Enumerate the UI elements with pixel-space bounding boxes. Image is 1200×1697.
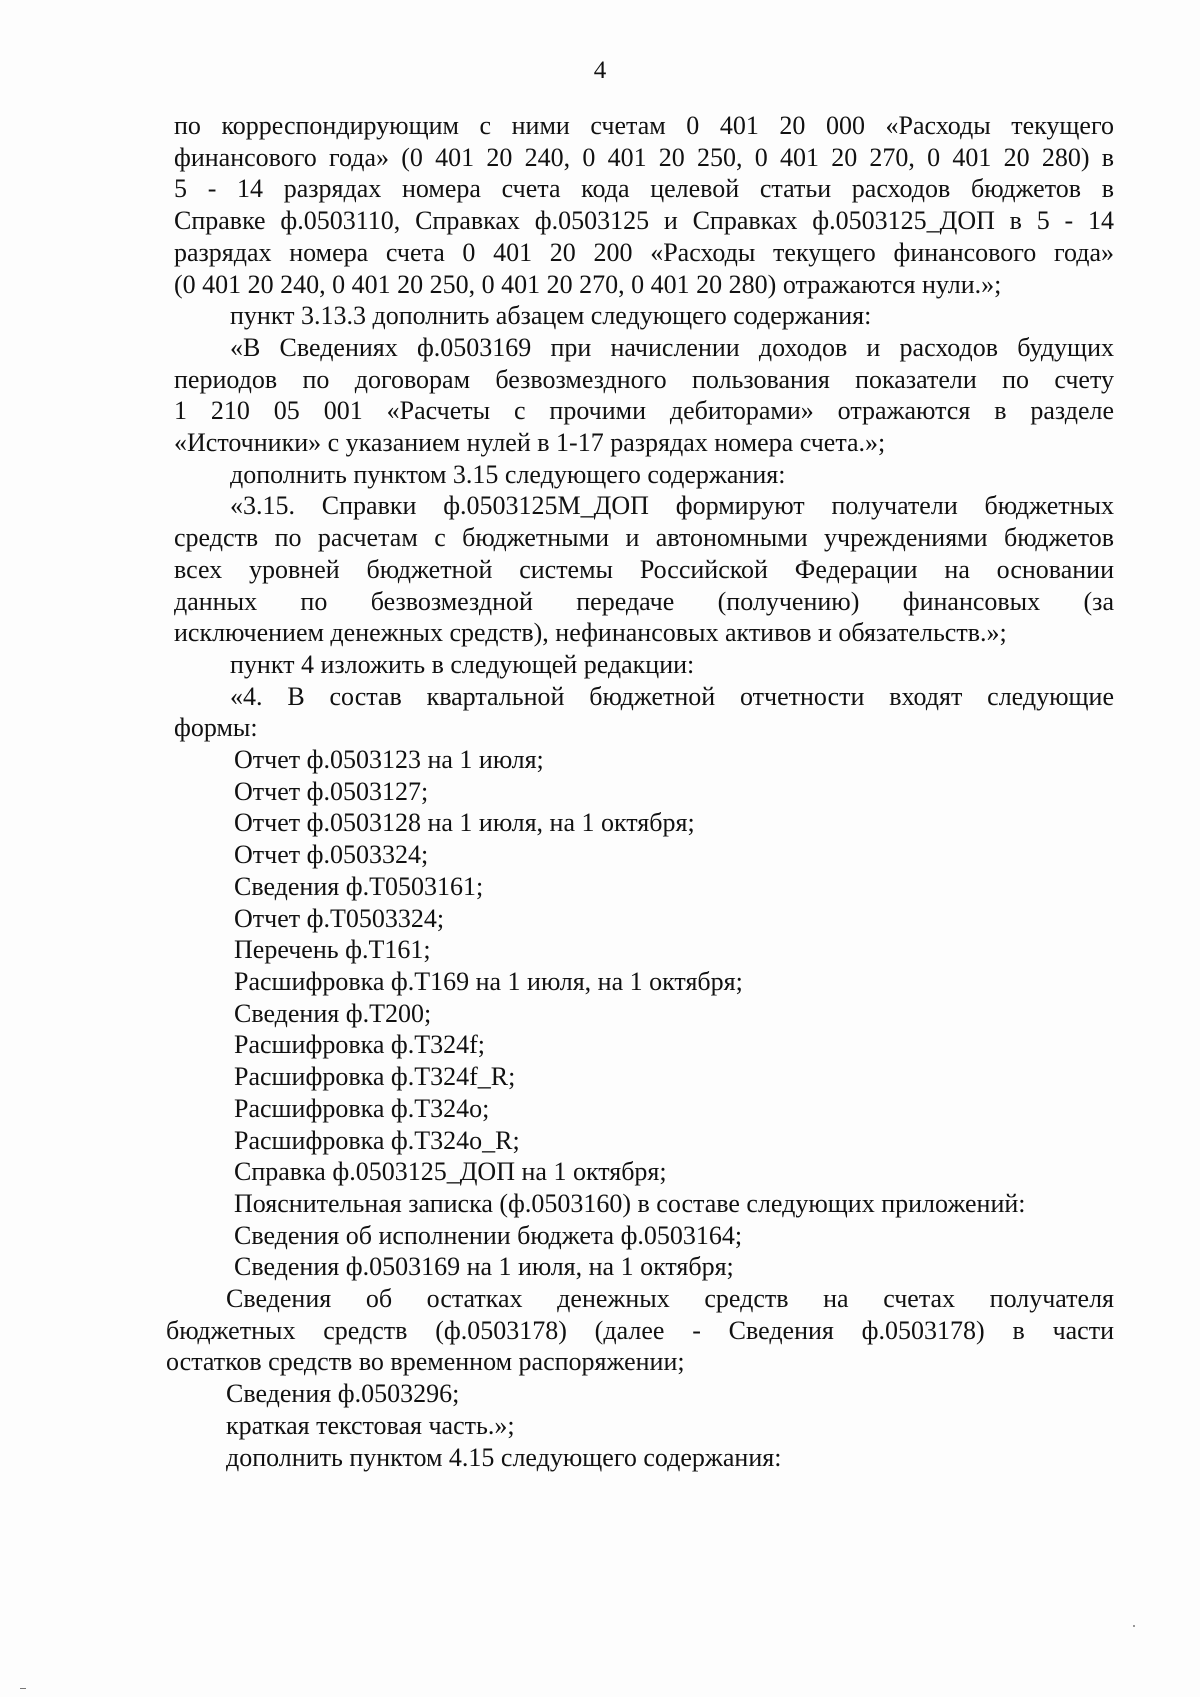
text-line: 1 210 05 001 «Расчеты с прочими дебиторами» отражаются в разделе: [174, 396, 1114, 426]
list-item: Расшифровка ф.Т324f;: [234, 1030, 485, 1060]
list-item: Сведения об исполнении бюджета ф.0503164;: [234, 1220, 743, 1250]
text-line: пункт 3.13.3 дополнить абзацем следующего содержания:: [230, 301, 872, 331]
list-item: Сведения ф.Т0503161;: [234, 871, 484, 901]
text-line: остатков средств во временном распоряжении;: [166, 1347, 685, 1377]
list-item: Сведения ф.0503296;: [226, 1379, 460, 1409]
text-line: дополнить пунктом 3.15 следующего содержания:: [230, 459, 786, 489]
list-item: Справка ф.0503125_ДОП на 1 октября;: [234, 1157, 667, 1187]
text-line: пункт 4 изложить в следующей редакции:: [230, 649, 695, 679]
list-item: Отчет ф.0503123 на 1 июля;: [234, 745, 544, 775]
text-line: дополнить пунктом 4.15 следующего содержания:: [226, 1442, 782, 1472]
text-line: данных по безвозмездной передаче (получению) финансовых (за: [174, 586, 1114, 616]
list-item: Расшифровка ф.Т324о_R;: [234, 1125, 520, 1155]
list-item: Сведения ф.Т200;: [234, 998, 432, 1028]
text-line: «4. В состав квартальной бюджетной отчетности входят следующие: [230, 681, 1114, 711]
list-item: Перечень ф.Т161;: [234, 935, 431, 965]
text-line: «Источники» с указанием нулей в 1-17 разрядах номера счета.»;: [174, 428, 886, 458]
list-item: Отчет ф.0503324;: [234, 840, 429, 870]
text-line: формы:: [174, 713, 258, 743]
text-line: всех уровней бюджетной системы Российской Федерации на основании: [174, 554, 1114, 584]
text-line: средств по расчетам с бюджетными и автономными учреждениями бюджетов: [174, 523, 1114, 553]
list-item: Сведения ф.0503169 на 1 июля, на 1 октября;: [234, 1252, 734, 1282]
text-line: разрядах номера счета 0 401 20 200 «Расходы текущего финансового года»: [174, 237, 1114, 267]
text-line: «3.15. Справки ф.0503125М_ДОП формируют получатели бюджетных: [230, 491, 1114, 521]
list-item: Расшифровка ф.Т324f_R;: [234, 1062, 516, 1092]
list-item: Пояснительная записка (ф.0503160) в составе следующих приложений:: [234, 1188, 1026, 1218]
body-text: [166, 110, 1114, 1473]
list-item: Отчет ф.0503127;: [234, 776, 429, 806]
text-line: бюджетных средств (ф.0503178) (далее - Сведения ф.0503178) в части: [166, 1315, 1114, 1345]
text-line: исключением денежных средств), нефинансовых активов и обязательств.»;: [174, 618, 1007, 648]
text-line: по корреспондирующим с ними счетам 0 401 20 000 «Расходы текущего: [174, 111, 1114, 140]
list-item: краткая текстовая часть.»;: [226, 1410, 515, 1440]
page-number: 4: [593, 57, 607, 84]
list-item: Отчет ф.0503128 на 1 июля, на 1 октября;: [234, 808, 695, 838]
text-line: периодов по договорам безвозмездного пользования показатели по счету: [174, 364, 1114, 394]
list-item: Расшифровка ф.Т169 на 1 июля, на 1 октября;: [234, 966, 743, 996]
scan-speck: [20, 1688, 26, 1689]
text-line: финансового года» (0 401 20 240, 0 401 20 250, 0 401 20 270, 0 401 20 280) в: [174, 142, 1114, 172]
scan-speck: [1133, 1625, 1135, 1627]
text-line: Справке ф.0503110, Справках ф.0503125 и Справках ф.0503125_ДОП в 5 - 14: [174, 206, 1114, 236]
text-line: «В Сведениях ф.0503169 при начислении доходов и расходов будущих: [230, 332, 1114, 362]
text-line: 5 - 14 разрядах номера счета кода целевой статьи расходов бюджетов в: [174, 174, 1114, 204]
list-item: Расшифровка ф.Т324о;: [234, 1093, 490, 1123]
text-line: (0 401 20 240, 0 401 20 250, 0 401 20 270, 0 401 20 280) отражаются нули.»;: [174, 269, 1002, 299]
text-line: Сведения об остатках денежных средств на счетах получателя: [226, 1284, 1114, 1314]
list-item: Отчет ф.Т0503324;: [234, 903, 445, 933]
